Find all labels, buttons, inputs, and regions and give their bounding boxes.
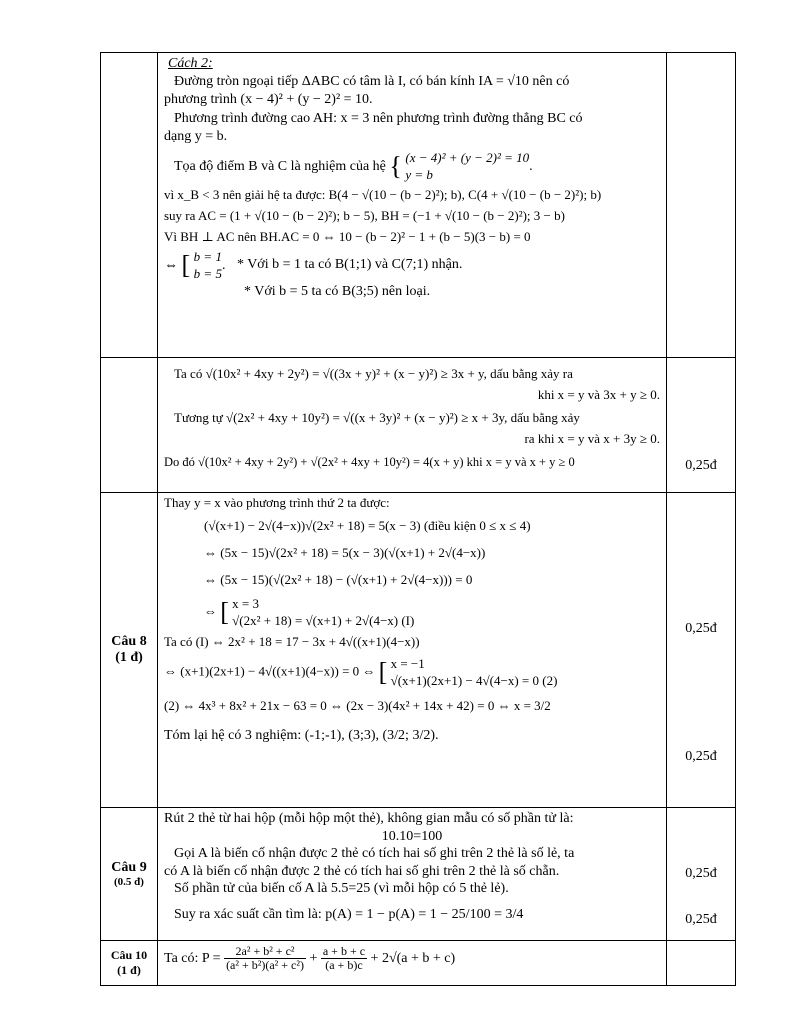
text-line: ra khi x = y và x + 3y ≥ 0.: [524, 430, 660, 446]
text-line: ⇔ [ x = 3 √(2x² + 18) = √(x+1) + 2√(4−x) (I): [204, 595, 415, 629]
text-line: ⇔ (5x − 15)(√(2x² + 18) − (√(x+1) + 2√(4−x))) = 0: [204, 571, 473, 587]
brace-symbol: {: [389, 151, 402, 181]
score-cell: [667, 53, 736, 358]
text-line: dạng y = b.: [164, 128, 228, 144]
case-2: √(2x² + 18) = √(x+1) + 2√(4−x) (I): [232, 613, 415, 629]
text-line: vì x_B < 3 nên giải hệ ta được: B(4 − √(10 − (b − 2)²); b), C(4 + √(10 − (b − 2)²); b): [164, 187, 602, 203]
text-line: Rút 2 thẻ từ hai hộp (mỗi hộp một thẻ), không gian mẫu có số phần tử là:: [164, 811, 574, 826]
score-cell: [667, 493, 736, 808]
text-line: Tóm lại hệ có 3 nghiệm: (-1;-1), (3;3), (3/2; 3/2).: [164, 727, 439, 743]
question-cell: [101, 493, 158, 808]
table-row: [101, 493, 736, 808]
text-line: ⇔ [ b = 1 b = 5 . * Với b = 1 ta có B(1;1) và C(7;1) nhận.: [164, 248, 463, 282]
text-line: (2) ⇔ 4x³ + 8x² + 21x − 63 = 0 ⇔ (2x − 3)(4x² + 14x + 42) = 0 ⇔ x = 3/2: [164, 697, 551, 713]
system-intro: Tọa độ điểm B và C là nghiệm của hệ: [174, 158, 386, 174]
text-line: Phương trình đường cao AH: x = 3 nên phương trình đường thẳng BC có: [174, 110, 583, 126]
method-title: Cách 2:: [168, 56, 213, 71]
fraction: [224, 945, 306, 972]
text-line: (√(x+1) − 2√(4−x))√(2x² + 18) = 5(x − 3) (điều kiện 0 ≤ x ≤ 4): [204, 517, 531, 533]
text-line: khi x = y và 3x + y ≥ 0.: [537, 386, 660, 402]
table-row: [101, 53, 736, 358]
text-line: Thay y = x vào phương trình thứ 2 ta được:: [164, 495, 390, 510]
case-2: b = 5: [193, 266, 222, 282]
content-cell: [158, 358, 667, 493]
table-row: [101, 941, 736, 986]
question-points: (1 đ): [117, 963, 141, 977]
question-cell: [101, 358, 158, 493]
equation-text: ⇔ (x+1)(2x+1) − 4√((x+1)(4−x)) = 0 ⇔: [164, 663, 376, 679]
fraction: [321, 945, 367, 972]
text-line: * Với b = 5 ta có B(3;5) nên loại.: [244, 283, 431, 299]
equation-system: [391, 655, 558, 690]
text-line: có A là biến cố nhận được 2 thẻ có tích hai số ghi trên 2 thẻ là số chẵn.: [164, 863, 560, 879]
numerator: 2a² + b² + c²: [224, 945, 306, 959]
bracket-symbol: [: [220, 597, 229, 627]
text-line: Đường tròn ngoại tiếp ΔABC có tâm là I, có bán kính IA = √10 nên có: [174, 74, 570, 90]
text-line: Do đó √(10x² + 4xy + 2y²) + √(2x² + 4xy + 10y²) = 4(x + y) khi x = y và x + y ≥ 0: [164, 454, 575, 469]
numerator: a + b + c: [322, 944, 366, 958]
text-line: [164, 655, 660, 690]
score-cell: [667, 941, 736, 986]
text-line: Số phần tử của biến cố A là 5.5=25 (vì mỗi hộp có 5 thẻ lẻ).: [174, 881, 509, 896]
question-label: Câu 8: [111, 634, 147, 649]
system-eq-2: y = b: [405, 167, 433, 183]
score-cell: [667, 358, 736, 493]
denominator: (a² + b²)(a² + c²): [226, 958, 304, 973]
text-line: suy ra AC = (1 + √(10 − (b − 2)²); b − 5), BH = (−1 + √(10 − (b − 2)²); 3 − b): [164, 207, 565, 223]
text-line: ⇔ (5x − 15)√(2x² + 18) = 5(x − 3)(√(x+1) + 2√(4−x)): [204, 544, 486, 560]
case-1: x = 3: [232, 595, 260, 611]
text-line: Suy ra xác suất cần tìm là: p(A) = 1 − p(A) = 1 − 25/100 = 3/4: [174, 906, 524, 922]
case-2: √(x+1)(2x+1) − 4√(4−x) = 0 (2): [390, 673, 558, 689]
text-line: Gọi A là biến cố nhận được 2 thẻ có tích hai số ghi trên 2 thẻ là số lẻ, ta: [174, 846, 575, 861]
content-cell: [158, 493, 667, 808]
system-eq-1: (x − 4)² + (y − 2)² = 10: [405, 149, 530, 165]
score-label: 0,25đ: [685, 912, 717, 927]
question-cell: [101, 808, 158, 941]
content-cell: [158, 53, 667, 358]
text-line: 10.10=100: [381, 828, 443, 844]
text-line: Tọa độ điểm B và C là nghiệm của hệ { (x − 4)² + (y − 2)² = 10 y = b .: [174, 149, 533, 183]
denominator: (a + b)c: [325, 958, 363, 973]
text-line: Vì BH ⊥ AC nên BH.AC = 0 ⇔ 10 − (b − 2)² − 1 + (b − 5)(3 − b) = 0: [164, 228, 531, 244]
question-points: (1 đ): [115, 650, 143, 665]
text-line: Tương tự √(2x² + 4xy + 10y²) = √((x + 3y)² + (x − y)²) ≥ x + 3y, dấu bằng xảy: [174, 409, 580, 425]
question-label: Câu 10: [110, 948, 148, 962]
equation-system: [232, 595, 414, 630]
text-line: Ta có √(10x² + 4xy + 2y²) = √((3x + y)² + (x − y)²) ≥ 3x + y, dấu bằng xảy ra: [174, 366, 573, 381]
score-cell: [667, 808, 736, 941]
equation-text: + 2√(a + b + c): [370, 950, 456, 966]
score-label: 0,25đ: [685, 866, 717, 881]
case-note: * Với b = 1 ta có B(1;1) và C(7;1) nhận.: [236, 257, 463, 273]
content-cell: [158, 941, 667, 986]
score-label: 0,25đ: [685, 458, 717, 473]
question-cell: [101, 941, 158, 986]
table-row: [101, 808, 736, 941]
question-cell: [101, 53, 158, 358]
equation-system: [194, 248, 222, 283]
text-line: Ta có: P = $\frac{\text{2a² + b² + c²}}{\text{(a² + b²)(a² + c²)}}$ + $\frac{a + b + c}{(a + b)c}$ + 2√(a + b + c): [164, 944, 456, 973]
equation-system: [405, 149, 529, 184]
score-label: 0,25đ: [685, 621, 717, 636]
content-cell: [158, 808, 667, 941]
text-line: Ta có (I) ⇔ 2x² + 18 = 17 − 3x + 4√((x+1)(4−x)): [164, 633, 420, 649]
question-label: Câu 9: [111, 860, 147, 875]
case-1: b = 1: [193, 248, 222, 264]
table-row: [101, 358, 736, 493]
text-line: phương trình (x − 4)² + (y − 2)² = 10.: [164, 92, 373, 108]
equation-text: Ta có: P =: [164, 950, 221, 966]
bracket-symbol: [: [378, 657, 388, 687]
bracket-symbol: [: [181, 250, 191, 280]
answer-table: [100, 52, 736, 986]
score-label: 0,25đ: [685, 749, 717, 764]
case-1: x = −1: [390, 655, 425, 671]
question-points: (0.5 đ): [114, 876, 144, 888]
